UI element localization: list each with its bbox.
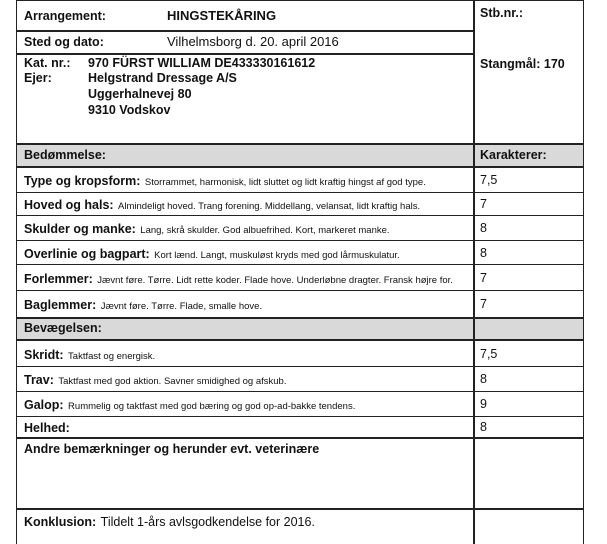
row-score: 8 bbox=[480, 246, 487, 260]
table-row bbox=[24, 347, 155, 363]
karakterer-header: Karakterer: bbox=[480, 148, 547, 162]
row-label: Helhed: bbox=[24, 421, 70, 435]
rule bbox=[16, 53, 474, 55]
table-row bbox=[24, 271, 453, 287]
table-row bbox=[24, 372, 286, 388]
row-text: Storrammet, harmonisk, lidt sluttet og lidt kraftig hingst af god type. bbox=[144, 177, 426, 188]
row-score: 8 bbox=[480, 372, 487, 386]
arrangement-label: Arrangement: bbox=[24, 9, 106, 23]
bevaegelsen-header: Bevægelsen: bbox=[24, 321, 102, 335]
table-row bbox=[24, 246, 400, 262]
sted-label: Sted og dato: bbox=[24, 35, 104, 49]
rule bbox=[16, 366, 584, 367]
rule bbox=[16, 240, 584, 241]
rule bbox=[16, 166, 584, 168]
row-text: Rummelig og taktfast med god bæring og god op-ad-bakke tendens. bbox=[68, 401, 356, 412]
row-label: Hoved og hals: bbox=[24, 198, 114, 212]
rule bbox=[16, 192, 584, 193]
rule bbox=[16, 437, 584, 439]
ejer-line: 9310 Vodskov bbox=[88, 103, 171, 117]
row-score: 8 bbox=[480, 221, 487, 235]
row-text: Almindeligt hoved. Trang forening. Middellang, velansat, lidt kraftig hals. bbox=[118, 201, 421, 212]
rule bbox=[16, 391, 584, 392]
table-row bbox=[24, 420, 70, 436]
row-label: Skulder og manke: bbox=[24, 222, 136, 236]
row-text: Lang, skrå skulder. God albuefrihed. Kort, markeret manke. bbox=[140, 225, 390, 236]
rule bbox=[16, 143, 584, 145]
konklusion bbox=[24, 514, 315, 530]
table-row bbox=[24, 197, 420, 213]
row-text: Jævnt føre. Tørre. Lidt rette koder. Flade hove. Underløbne dragter. Fransk højre for. bbox=[97, 275, 453, 286]
stangmaal: Stangmål: 170 bbox=[480, 57, 565, 71]
kat-value: 970 FÜRST WILLIAM DE433330161612 bbox=[88, 56, 316, 70]
row-score: 7 bbox=[480, 297, 487, 311]
rule bbox=[16, 290, 584, 291]
row-label: Trav: bbox=[24, 373, 54, 387]
row-score: 9 bbox=[480, 397, 487, 411]
rule bbox=[16, 416, 584, 417]
row-score: 8 bbox=[480, 420, 487, 434]
row-label: Overlinie og bagpart: bbox=[24, 247, 150, 261]
rule bbox=[16, 30, 474, 32]
table-row bbox=[24, 397, 355, 413]
ejer-label: Ejer: bbox=[24, 71, 52, 85]
row-text: Kort lænd. Langt, muskuløst kryds med god lårmuskulatur. bbox=[154, 250, 400, 261]
table-row bbox=[24, 173, 426, 189]
row-text: Jævnt føre. Tørre. Flade, smalle hove. bbox=[100, 301, 263, 312]
row-label: Galop: bbox=[24, 398, 64, 412]
konklusion-text: Tildelt 1-års avlsgodkendelse for 2016. bbox=[100, 515, 315, 529]
kat-label: Kat. nr.: bbox=[24, 56, 71, 70]
stbnr-label: Stb.nr.: bbox=[480, 6, 524, 20]
column-divider bbox=[473, 0, 475, 544]
andre-label: Andre bemærkninger og herunder evt. veterinære bbox=[24, 442, 320, 456]
row-label: Skridt: bbox=[24, 348, 64, 362]
sted-value: Vilhelmsborg d. 20. april 2016 bbox=[167, 34, 339, 49]
table-row bbox=[24, 221, 390, 237]
rule bbox=[16, 264, 584, 265]
row-text: Taktfast og energisk. bbox=[68, 351, 156, 362]
rule bbox=[16, 215, 584, 216]
row-label: Baglemmer: bbox=[24, 298, 97, 312]
rule bbox=[16, 339, 584, 341]
row-label: Forlemmer: bbox=[24, 272, 93, 286]
arrangement-value: HINGSTEKÅRING bbox=[167, 8, 277, 23]
ejer-line: Helgstrand Dressage A/S bbox=[88, 71, 237, 85]
konklusion-label: Konklusion: bbox=[24, 515, 97, 529]
row-label: Type og kropsform: bbox=[24, 174, 141, 188]
rule bbox=[16, 317, 584, 319]
table-row bbox=[24, 297, 262, 313]
row-score: 7,5 bbox=[480, 173, 498, 187]
bedommelse-header: Bedømmelse: bbox=[24, 148, 106, 162]
rule bbox=[16, 508, 584, 510]
row-score: 7,5 bbox=[480, 347, 498, 361]
row-text: Taktfast med god aktion. Savner smidighed og afskub. bbox=[58, 376, 287, 387]
ejer-line: Uggerhalnevej 80 bbox=[88, 87, 192, 101]
row-score: 7 bbox=[480, 197, 487, 211]
row-score: 7 bbox=[480, 271, 487, 285]
